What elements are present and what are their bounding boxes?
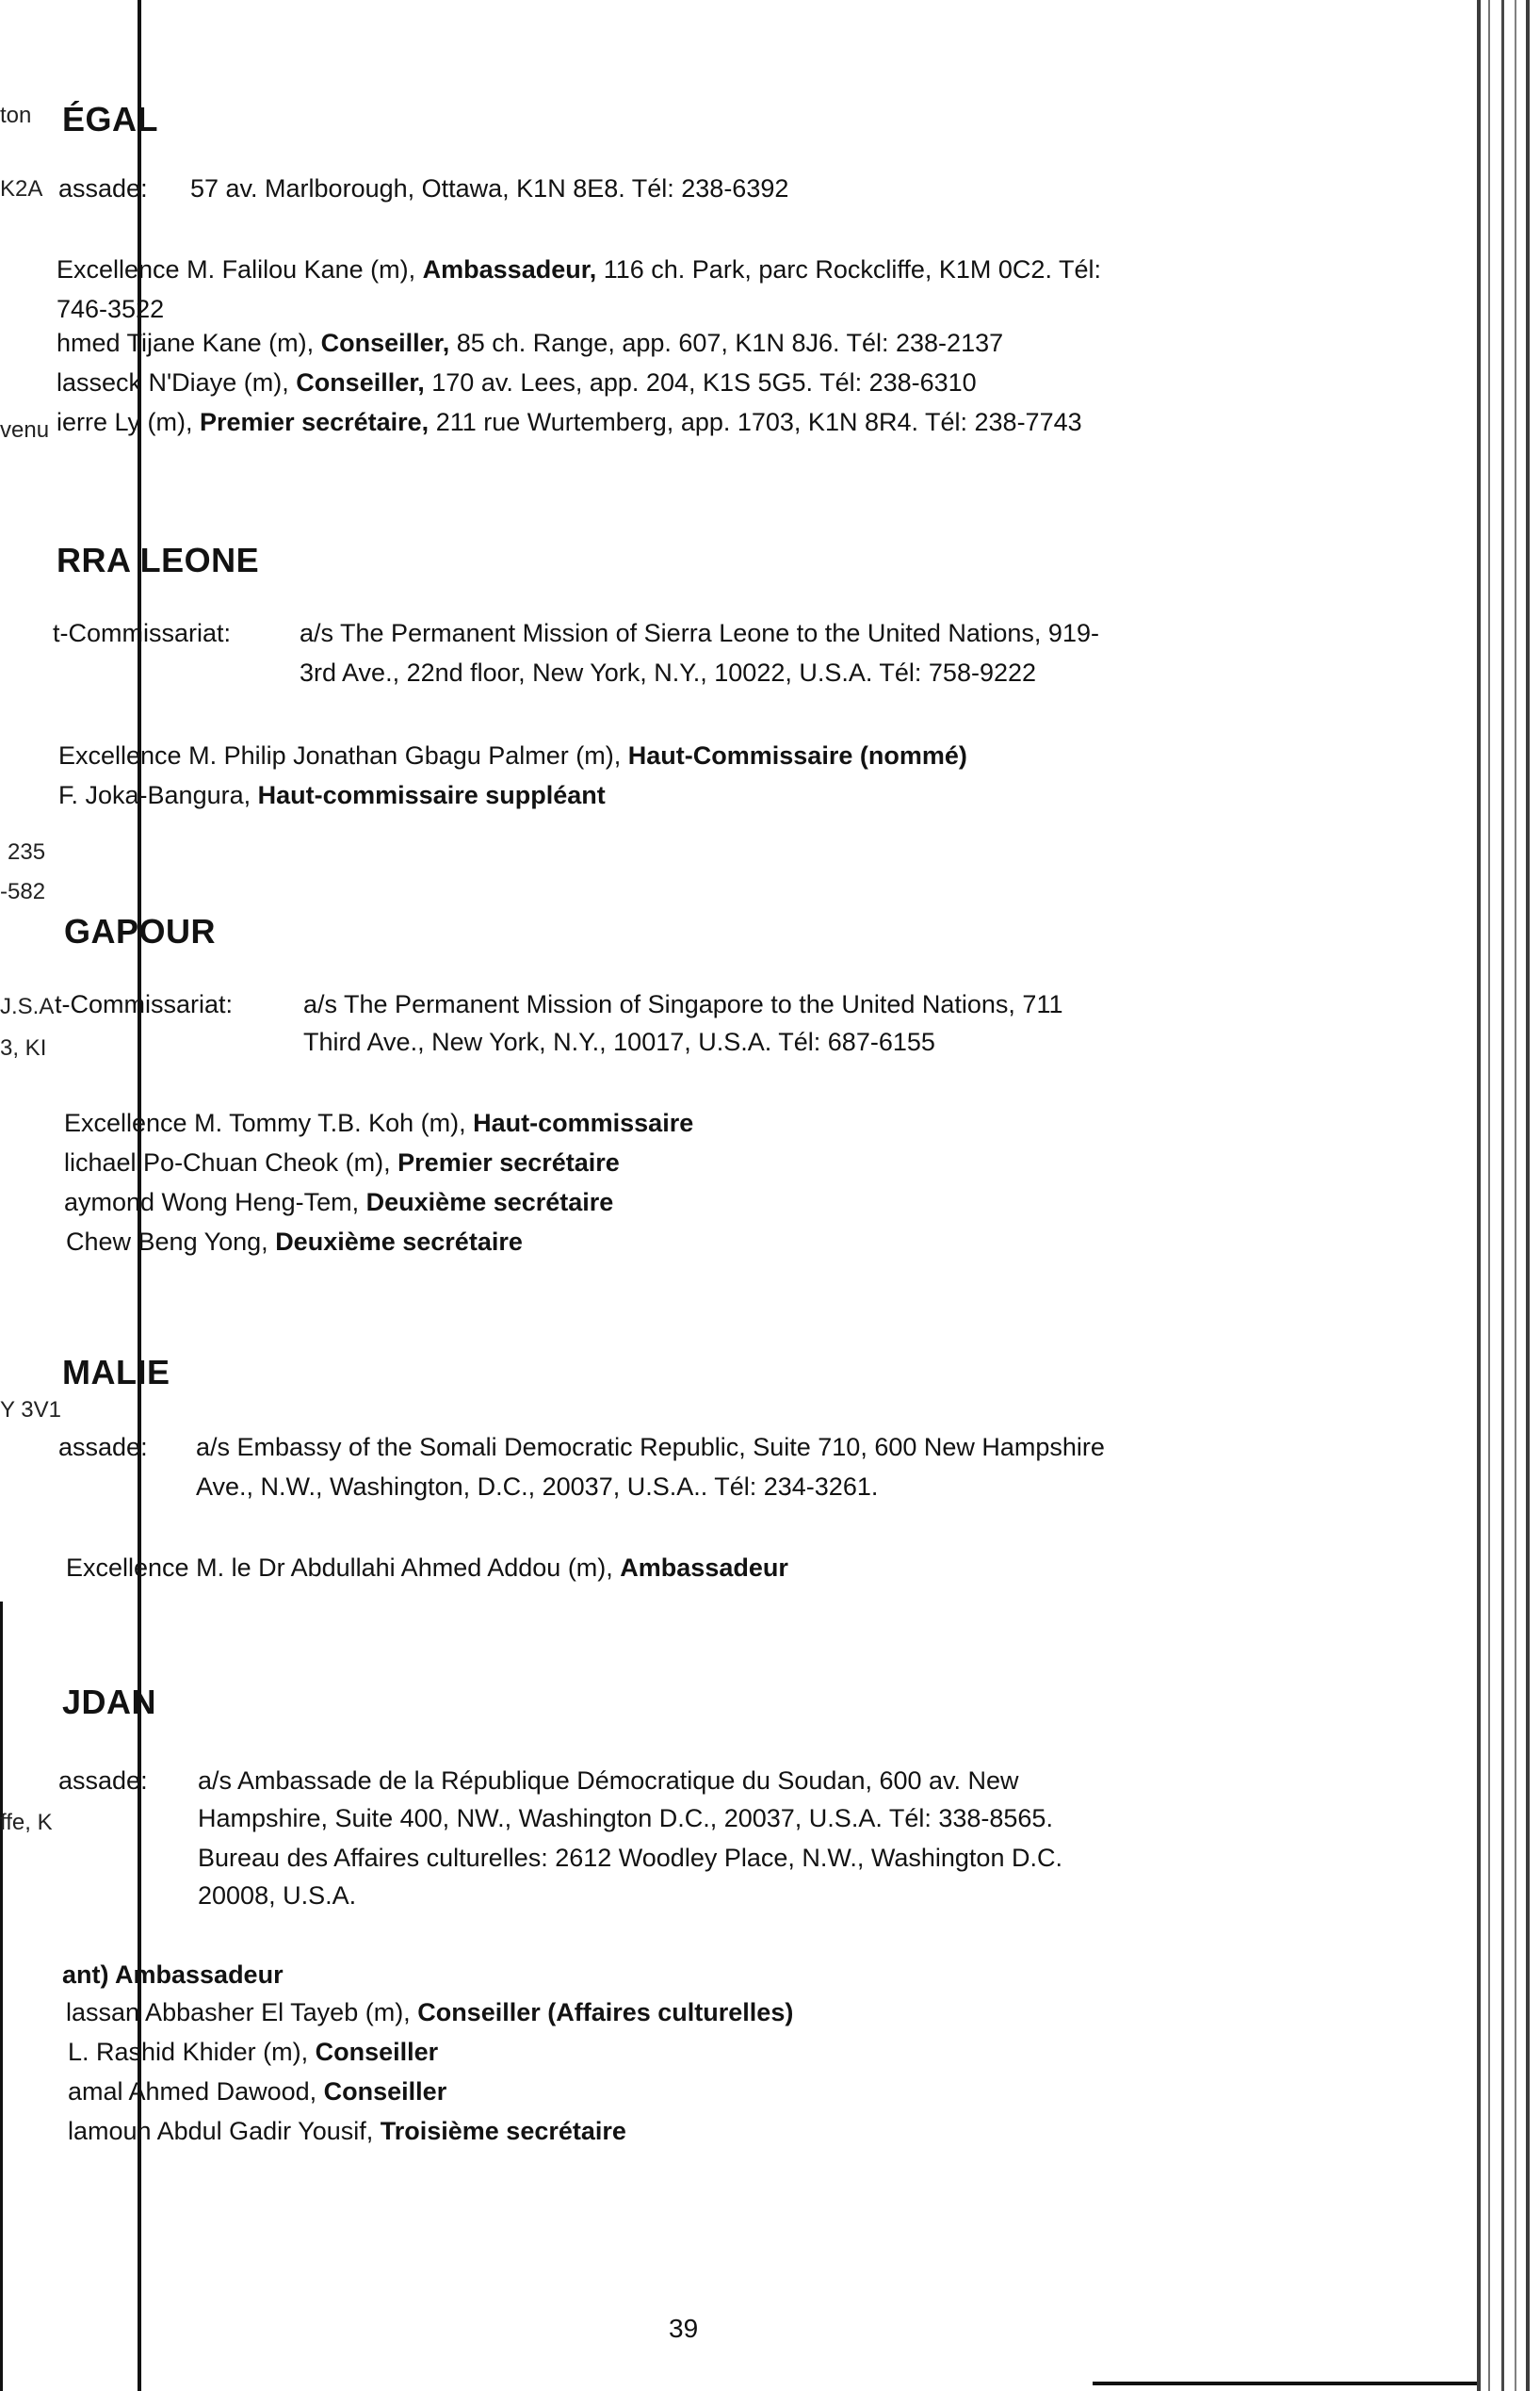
margin-fragment: J.S.A: [0, 994, 55, 1019]
address-line: a/s The Permanent Mission of Singapore to the United Nations, 711: [303, 990, 1063, 1018]
staff-line: lassan Abbasher El Tayeb (m), Conseiller (Affaires culturelles): [66, 1998, 794, 2026]
page-edge-stripe: [1526, 0, 1530, 2391]
staff-line: ierre Ly (m), Premier secrétaire, 211 rue Wurtemberg, app. 1703, K1N 8R4. Tél: 238-7743: [57, 408, 1082, 436]
staff-line: Excellence M. Falilou Kane (m), Ambassadeur, 116 ch. Park, parc Rockcliffe, K1M 0C2. Tél:: [57, 255, 1101, 284]
address-line: Bureau des Affaires culturelles: 2612 Woodley Place, N.W., Washington D.C.: [198, 1844, 1062, 1872]
country-heading: ÉGAL: [62, 100, 159, 138]
address-line: Hampshire, Suite 400, NW., Washington D.C., 20037, U.S.A. Tél: 338-8565.: [198, 1804, 1053, 1832]
address-line: a/s Embassy of the Somali Democratic Republic, Suite 710, 600 New Hampshire: [196, 1433, 1105, 1461]
margin-frame-line: [0, 1602, 3, 2391]
margin-fragment: 235: [8, 839, 46, 865]
address-line: 20008, U.S.A.: [198, 1881, 357, 1910]
staff-line: lamoun Abdul Gadir Yousif, Troisième secrétaire: [68, 2117, 626, 2145]
staff-line: lichael Po-Chuan Cheok (m), Premier secrétaire: [64, 1148, 620, 1177]
bottom-rule: [1093, 2382, 1477, 2385]
margin-fragment: 3, KI: [0, 1035, 47, 1061]
staff-line: Excellence M. Tommy T.B. Koh (m), Haut-commissaire: [64, 1109, 694, 1137]
address-line: 57 av. Marlborough, Ottawa, K1N 8E8. Tél: 238-6392: [190, 174, 789, 203]
staff-line: 746-3522: [57, 295, 165, 323]
margin-fragment: K2A: [0, 176, 43, 202]
country-heading: MALIE: [62, 1353, 170, 1391]
margin-fragment: -582: [0, 879, 46, 904]
address-line: a/s The Permanent Mission of Sierra Leone to the United Nations, 919-: [300, 619, 1099, 647]
staff-line: lasseck N'Diaye (m), Conseiller, 170 av. Lees, app. 204, K1S 5G5. Tél: 238-6310: [57, 368, 977, 397]
country-heading: GAPOUR: [64, 912, 217, 951]
country-heading: RRA LEONE: [57, 541, 260, 579]
address-line: Third Ave., New York, N.Y., 10017, U.S.A. Tél: 687-6155: [303, 1028, 935, 1056]
staff-line: aymond Wong Heng-Tem, Deuxième secrétaire: [64, 1188, 614, 1216]
margin-fragment: Y 3V1: [0, 1397, 61, 1423]
margin-fragment: venu: [0, 417, 50, 443]
staff-line: Chew Beng Yong, Deuxième secrétaire: [66, 1228, 523, 1256]
page-edge-stripe: [1501, 0, 1504, 2391]
address-line: a/s Ambassade de la République Démocratique du Soudan, 600 av. New: [198, 1766, 1019, 1795]
staff-line: F. Joka-Bangura, Haut-commissaire suppléant: [58, 781, 606, 809]
country-heading: JDAN: [62, 1683, 157, 1721]
staff-line: Excellence M. Philip Jonathan Gbagu Palmer (m), Haut-Commissaire (nommé): [58, 741, 967, 770]
address-label: assade:: [58, 1766, 148, 1795]
page-edge-stripe: [1488, 0, 1490, 2391]
page-edge-stripe: [1477, 0, 1481, 2391]
staff-line: L. Rashid Khider (m), Conseiller: [68, 2038, 439, 2066]
address-label: t-Commissariat:: [55, 990, 234, 1018]
staff-line: amal Ahmed Dawood, Conseiller: [68, 2077, 447, 2106]
address-line: Ave., N.W., Washington, D.C., 20037, U.S.A.. Tél: 234-3261.: [196, 1472, 879, 1501]
address-label: t-Commissariat:: [53, 619, 232, 647]
margin-fragment: ton: [0, 103, 32, 128]
page-number: 39: [669, 2314, 699, 2343]
page-edge-stripe: [1515, 0, 1516, 2391]
address-line: 3rd Ave., 22nd floor, New York, N.Y., 10022, U.S.A. Tél: 758-9222: [300, 659, 1037, 687]
address-label: assade:: [58, 174, 148, 203]
address-label: assade:: [58, 1433, 148, 1461]
staff-line: hmed Tijane Kane (m), Conseiller, 85 ch. Range, app. 607, K1N 8J6. Tél: 238-2137: [57, 329, 1004, 357]
staff-line: Excellence M. le Dr Abdullahi Ahmed Addou (m), Ambassadeur: [66, 1553, 788, 1582]
staff-line: ant) Ambassadeur: [62, 1960, 284, 1989]
margin-fragment: ffe, K: [0, 1810, 53, 1835]
